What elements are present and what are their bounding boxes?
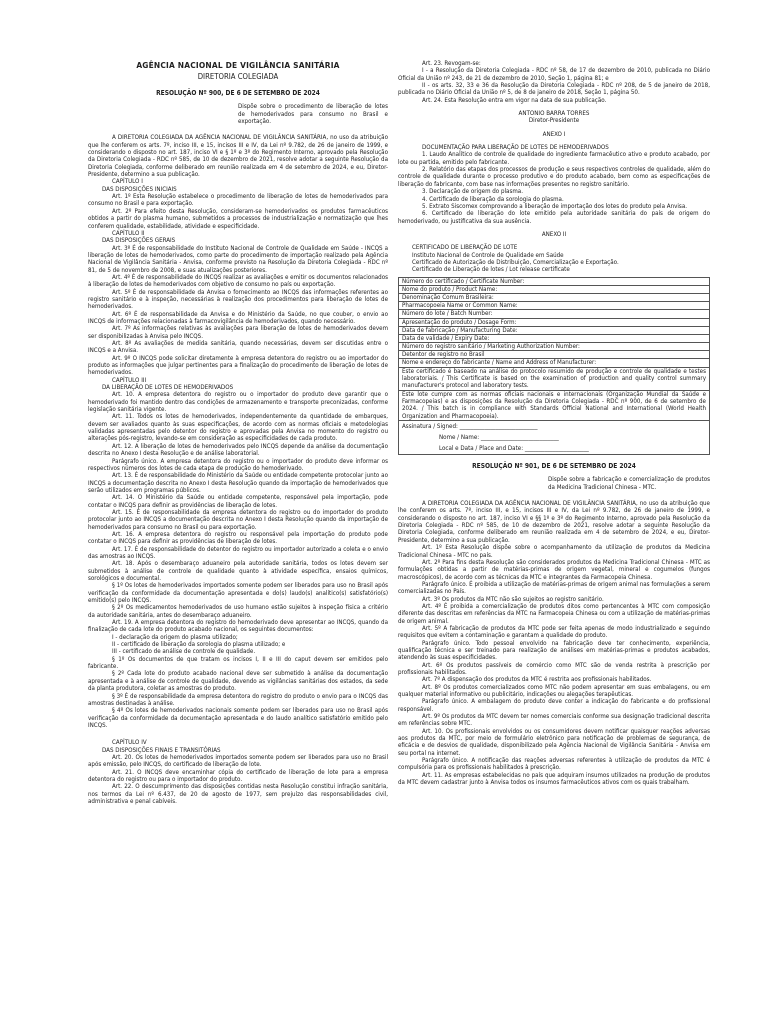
- article: Art. 20. Os lotes de hemoderivados importados somente podem ser liberados para uso no Brasil após emissão, pelo INCQS, do certificado de liberação de lote.: [88, 753, 388, 769]
- chapter-title: DA LIBERAÇÃO DE LOTES DE HEMODERIVADOS: [102, 384, 234, 392]
- annex-item: 3. Declaração de origem do plasma.: [422, 188, 523, 196]
- paragraph: Parágrafo único. A notificação das reações adversas referentes à utilização de produtos da MTC é compulsória para os profissionais habilitados à prescrição.: [398, 757, 710, 772]
- article: Art. 6º É de responsabilidade da Anvisa e do Ministério da Saúde, no que couber, o envio ao INCQS de informações relacionadas à farmacovigilância de hemoderivados, quando necessário.: [88, 310, 388, 325]
- certificate-field: Data de validade / Expiry Date:: [399, 335, 709, 343]
- paragraph: § 1º Os documentos de que tratam os incisos I, II e III do caput devem ser emitidos pelo fabricante.: [88, 655, 388, 671]
- article: Art. 24. Esta Resolução entra em vigor na data de sua publicação.: [422, 96, 607, 104]
- certificate-field: Nome do produto / Product Name:: [399, 286, 709, 294]
- article: Art. 16. A empresa detentora do registro ou responsável pela importação do produto pode contatar o INCQS para definir as providências de liberação de lotes.: [88, 530, 388, 546]
- article: Art. 9º O INCQS pode solicitar diretamente à empresa detentora do registro ou ao importador do produto as informações que julgar pertinentes para a finalização do procedimento de liberação de lotes de hemoderivados.: [88, 354, 388, 377]
- certificate-signature-line: Assinatura / Signed: ____________________________: [402, 423, 538, 431]
- paragraph: § 2º Cada lote do produto acabado nacional deve ser submetido à análise da documentação apresentada e à análise de controle de qualidade, devendo as vigilâncias sanitárias dos estados, da sede da planta produtora, coletar as amostras do produto.: [88, 670, 388, 693]
- inciso: III - certificado de análise de controle de qualidade.: [112, 648, 256, 656]
- inciso: I - declaração da origem do plasma utilizado;: [112, 633, 238, 641]
- article: Art. 5º A fabricação de produtos da MTC pode ser feita apenas de modo industrializado e seguindo requisitos que evitem a contaminação e garantam a qualidade do produto.: [398, 624, 710, 640]
- board-title: DIRETORIA COLEGIADA: [197, 72, 279, 81]
- article: Art. 18. Após o desembaraço aduaneiro pela autoridade sanitária, todos os lotes devem ser submetidos à análise de controle de qualidade quanto à atividade específica, ensaios químicos, sorológicos e documental.: [88, 560, 388, 582]
- resolution-900-title: RESOLUÇÃO Nº 900, DE 6 DE SETEMBRO DE 2024: [156, 89, 320, 97]
- annex-2-heading: ANEXO II: [541, 230, 567, 238]
- paragraph: § 2º Os medicamentos hemoderivados de uso humano estão sujeitos à inspeção física a critério da autoridade sanitária, antes do desembaraço aduaneiro.: [88, 604, 388, 619]
- resolution-901-title: RESOLUÇÃO Nº 901, DE 6 DE SETEMBRO DE 2024: [472, 462, 636, 471]
- article: Art. 12. A liberação de lotes de hemoderivados pelo INCQS depende da análise da documentação descrita no Anexo I desta Resolução e de análise laboratorial.: [88, 442, 388, 458]
- certificate-basis-note: Este certificado é baseado na análise do protocolo resumido de produção e controle de qualidade e testes laboratoriais. / This Certificate is based on the examination of production and quality control summary manufacturer's protocol and laboratory tests.: [399, 368, 709, 391]
- certificate-place-date-line: Local e Data / Place and Date: _______________________: [439, 445, 589, 453]
- article: Art. 1º Esta Resolução dispõe sobre o acompanhamento da utilização de produtos da Medicina Tradicional Chinesa - MTC no país.: [398, 544, 710, 559]
- certificate-field: Número do lote / Batch Number:: [399, 310, 709, 318]
- chapter-title: DAS DISPOSIÇÕES FINAIS E TRANSITÓRIAS: [102, 746, 221, 754]
- paragraph: Parágrafo único. É proibida a utilização de matérias-primas de origem animal nas formulações a serem comercializadas no País.: [398, 580, 710, 596]
- article: Art. 7º As informações relativas às avaliações para liberação de lotes de hemoderivados devem ser disponibilizadas à Anvisa pelo INCQS.: [88, 325, 388, 340]
- article: Art. 21. O INCQS deve encaminhar cópia do certificado de liberação de lote para a empresa detentora do registro ou para o importador do produto.: [88, 768, 388, 783]
- certificate-field: Detentor de registro no Brasil: [399, 351, 709, 359]
- inciso: II - os arts. 32, 33 e 36 da Resolução da Diretoria Colegiada - RDC nº 208, de 5 de janeiro de 2018, publicada no Diário Oficial da União nº 5, de 8 de janeiro de 2018, Seção 1, página 50.: [398, 82, 710, 97]
- certificate-field: Número do certificado / Certificate Number:: [399, 278, 709, 286]
- right-column: [398, 60, 710, 787]
- preamble: A DIRETORIA COLEGIADA DA AGÊNCIA NACIONAL DE VIGILÂNCIA SANITÁRIA, no uso da atribuição que lhe conferem os arts. 7º, inciso III, e 15, incisos III e IV, da Lei nº 9.782, de 26 de janeiro de 1999, e considerando o disposto no art. 187, inciso VI e §§ 1º e 3º do Regimento Interno, aprovado pela Resolução da Diretoria Colegiada - RDC nº 585, de 10 de dezembro de 2021, resolve adotar a seguinte Resolução da Diretoria Colegiada, conforme deliberado em reunião realizada em 4 de setembro de 2024, e eu, Diretor-Presidente, determino a sua publicação.: [398, 500, 710, 544]
- chapter-heading: CAPÍTULO I: [112, 178, 143, 186]
- article: Art. 5º É de responsabilidade da Anvisa o fornecimento ao INCQS das informações referentes ao registro sanitário e à inspeção, necessárias à realização dos procedimentos para liberação de lotes de hemoderivados.: [88, 288, 388, 311]
- article: Art. 6º Os produtos passíveis de comércio como MTC são de venda restrita à prescrição por profissionais habilitados.: [398, 661, 710, 676]
- certificate-compliance-note: Este lote cumpre com as normas oficiais nacionais e internacionais (Organização Mundial da Saúde e Farmacopeias) e as disposições da Resolução da Diretoria Colegiada - RDC nº 900, de 6 de setembro de 2024. / This batch is in compliance with Standards Official National and International (World Health Organization and Pharmacopoeia).: [399, 391, 709, 421]
- article: Art. 22. O descumprimento das disposições contidas nesta Resolução constitui infração sanitária, nos termos da Lei nº 6.437, de 20 de agosto de 1977, sem prejuízo das responsabilidades civil, administrativa e penal cabíveis.: [88, 783, 388, 805]
- paragraph: Parágrafo único. A embalagem do produto deve conter a indicação do fabricante e do profissional responsável.: [398, 698, 710, 713]
- chapter-title: DAS DISPOSIÇÕES INICIAIS: [102, 185, 177, 193]
- article: Art. 2º Para efeito desta Resolução, consideram-se hemoderivados os produtos farmacêuticos obtidos a partir do plasma humano, submetidos a processos de industrialização e normatização que lhes conferem qualidade, estabilidade, atividade e especificidade.: [88, 207, 388, 230]
- resolution-901-summary: Dispõe sobre a fabricação e comercialização de produtos da Medicina Tradicional Chinesa - MTC.: [548, 476, 710, 491]
- certificate-field: Pharmacopoeia Name or Common Name:: [399, 302, 709, 310]
- article: Art. 7º A dispensação dos produtos da MTC é restrita aos profissionais habilitados.: [422, 676, 652, 684]
- paragraph: Parágrafo único. Todo pessoal envolvido na fabricação deve ter conhecimento, experiência, qualificação técnica e ser treinado para realização de análises em matérias-primas e produtos acabados, atendendo às suas especificidades.: [398, 639, 710, 662]
- article: Art. 23. Revogam-se:: [422, 60, 481, 67]
- annex-1-title: DOCUMENTAÇÃO PARA LIBERAÇÃO DE LOTES DE HEMODERIVADOS: [422, 144, 609, 152]
- article: Art. 9º Os produtos da MTC devem ter nomes comerciais conforme sua designação tradicional descrita em referências sobre MTC.: [398, 713, 710, 728]
- certificate-form: [398, 277, 710, 455]
- article: Art. 13. É de responsabilidade do Ministério da Saúde ou entidade competente protocolar junto ao INCQS a documentação descrita no Anexo I desta Resolução quando da importação de hemoderivados que serão utilizados em programas públicos.: [88, 472, 388, 494]
- agency-title: AGÊNCIA NACIONAL DE VIGILÂNCIA SANITÁRIA: [136, 60, 340, 70]
- article: Art. 10. Os profissionais envolvidos ou os consumidores devem notificar quaisquer reações adversas aos produtos da MTC, por meio de formulário eletrônico para notificação de problemas de segurança, de eficácia e de desvios de qualidade, disponibilizado pela Agência Nacional de Vigilância Sanitária - Anvisa em seu portal na internet.: [398, 727, 710, 757]
- chapter-heading: CAPÍTULO IV: [112, 739, 147, 747]
- resolution-900-summary: Dispõe sobre o procedimento de liberação de lotes de hemoderivados para consumo no Brasil e exportação.: [238, 103, 388, 126]
- article: Art. 11. As empresas estabelecidas no país que adquiram insumos utilizados na produção de produtos da MTC devem cadastrar junto à Anvisa todos os insumos farmacêuticos ativos com os quais trabalham.: [398, 771, 710, 787]
- article: Art. 8º As avaliações de medida sanitária, quando necessárias, devem ser discutidas entre o INCQS e a Anvisa.: [88, 340, 388, 355]
- signer-name: ANTONIO BARRA TORRES: [518, 110, 590, 118]
- chapter-heading: CAPÍTULO II: [112, 229, 145, 237]
- certificate-subtitle: Certificado de Liberação de lotes / Lot release certificate: [412, 266, 570, 274]
- left-column: [88, 60, 388, 805]
- article: Art. 15. É de responsabilidade da empresa detentora do registro ou do importador do produto protocolar junto ao INCQS a documentação descrita no Anexo I desta Resolução quando da importação de hemoderivados para consumo no Brasil ou para exportação.: [88, 508, 388, 531]
- certificate-field: Número do registro sanitário / Marketing Authorization Number:: [399, 343, 709, 351]
- annex-item: 2. Relatório das etapas dos processos de produção e seus respectivos controles de qualidade, além do controle de qualidade durante o processo produtivo e do produto acabado, bem como as especificações de liberação do fabricante, com base nas informações presentes no registro sanitário.: [398, 166, 710, 188]
- annex-1-heading: ANEXO I: [542, 130, 566, 138]
- certificate-field: Data de fabricação / Manufacturing Date:: [399, 327, 709, 335]
- paragraph: § 4º Os lotes de hemoderivados nacionais somente podem ser liberados para uso no Brasil após verificação da conformidade da documentação apresentada e do laudo analítico satisfatório emitido pelo INCQS.: [88, 707, 388, 729]
- article: Art. 8º Os produtos comercializados como MTC não podem apresentar em suas embalagens, ou em qualquer material informativo ou publicitário, indicações ou alegações terapêuticas.: [398, 683, 710, 699]
- certificate-field: Apresentação do produto / Dosage Form:: [399, 319, 709, 327]
- annex-item: 4. Certificado de liberação da sorologia do plasma.: [422, 195, 564, 203]
- chapter-heading: CAPÍTULO III: [112, 376, 147, 384]
- article: Art. 14. O Ministério da Saúde ou entidade competente, responsável pela importação, pode contatar o INCQS para definir as providências de liberação de lotes.: [88, 494, 388, 509]
- certificate-institute: Instituto Nacional de Controle de Qualidade em Saúde: [412, 251, 564, 259]
- annex-item: 1. Laudo Analítico de controle de qualidade do ingrediente farmacêutico ativo e produto acabado, por lote ou partida, emitido pelo fabricante.: [398, 151, 710, 166]
- chapter-title: DAS DISPOSIÇÕES GERAIS: [102, 237, 176, 245]
- inciso: I - a Resolução da Diretoria Colegiada - RDC nº 58, de 17 de dezembro de 2010, publicada no Diário Oficial da União nº 243, de 21 de dezembro de 2010, Seção 1, página 81; e: [398, 67, 710, 82]
- paragraph: § 1º Os lotes de hemoderivados importados somente podem ser liberados para uso no Brasil após verificação da conformidade da documentação apresentada e do(s) laudo(s) analítico(s) satisfatório(s) emitido(s) pelo INCQS.: [88, 582, 388, 605]
- article: Art. 4º É de responsabilidade do INCQS realizar as avaliações e emitir os documentos relacionados à liberação de lotes de hemoderivados com objetivo de consumo no país ou exportação.: [88, 273, 388, 289]
- article: Art. 19. A empresa detentora do registro do hemoderivado deve apresentar ao INCQS, quando da finalização de cada lote do produto acabado nacional, os seguintes documentos:: [88, 619, 388, 634]
- signer-role: Diretor-Presidente: [528, 117, 580, 125]
- article: Art. 3º Os produtos da MTC não são sujeitos ao registro sanitário.: [422, 595, 604, 603]
- article: Art. 1º Esta Resolução estabelece o procedimento de liberação de lotes de hemoderivados para consumo no Brasil e para exportação.: [88, 193, 388, 208]
- certificate-field: Nome e endereço do fabricante / Name and Address of Manufacturer:: [399, 359, 709, 367]
- annex-item: 6. Certificado de liberação do lote emitido pela autoridade sanitária do país de origem do hemoderivado, ou justificativa da sua ausência.: [398, 210, 710, 225]
- inciso: II - certificado de liberação da sorologia do plasma utilizado; e: [112, 641, 286, 649]
- article: Art. 10. A empresa detentora do registro ou o importador do produto deve garantir que o hemoderivado foi mantido dentro das condições de armazenamento e transporte preconizadas, conforme legislação sanitária vigente.: [88, 391, 388, 414]
- paragraph: § 3º É de responsabilidade da empresa detentora do registro do produto o envio para o INCQS das amostras destinadas à análise.: [88, 692, 388, 707]
- certificate-title: CERTIFICADO DE LIBERAÇÃO DE LOTE: [412, 244, 518, 252]
- certificate-subtitle: Certificado de Autorização de Distribuição, Comercialização e Exportação.: [412, 258, 619, 266]
- annex-item: 5. Extrato Siscomex comprovando a liberação de importação dos lotes do produto pela Anvisa.: [422, 202, 688, 210]
- certificate-name-line: Nome / Name: ____________________________: [439, 434, 559, 442]
- article: Art. 17. É de responsabilidade do detentor do registro ou importador autorizado a coleta e o envio das amostras ao INCQS.: [88, 545, 388, 560]
- article: Art. 2º Para fins desta Resolução são considerados produtos da Medicina Tradicional Chinesa - MTC as formulações obtidas a partir de matérias-primas de origem vegetal, mineral e cogumelos (fungos macroscópicos), de acordo com as técnicas da MTC e integrantes da Farmacopeia Chinesa.: [398, 558, 710, 581]
- paragraph: Parágrafo único. A empresa detentora do registro ou o importador do produto deve informar os respectivos números dos lotes de cada etapa de produção do hemoderivado.: [88, 457, 388, 472]
- certificate-field: Denominação Comum Brasileira:: [399, 294, 709, 302]
- article: Art. 3º É de responsabilidade do Instituto Nacional de Controle de Qualidade em Saúde - INCQS a liberação de lotes de hemoderivados, como parte do procedimento de importação realizado pela Agência Nacional de Vigilância Sanitária - Anvisa, conforme previsto na Resolução da Diretoria Colegiada - RDC nº 81, de 5 de novembro de 2008, e suas atualizações posteriores.: [88, 244, 388, 274]
- article: Art. 11. Todos os lotes de hemoderivados, independentemente da quantidade de embarques, devem ser avaliados quanto às suas especificações, de acordo com as normas oficiais e metodologias validadas apresentadas pelo detentor do registro e aprovadas pela Anvisa no momento do registro ou alterações pós-registro, levando-se em consideração as especificidades de cada produto.: [88, 413, 388, 443]
- preamble: A DIRETORIA COLEGIADA DA AGÊNCIA NACIONAL DE VIGILÂNCIA SANITÁRIA, no uso da atribuição que lhe conferem os arts. 7º, inciso III, e 15, incisos III e IV, da Lei nº 9.782, de 26 de janeiro de 1999, e considerando o disposto no art. 187, inciso VI e § 1º e 3º do Regimento Interno, aprovado pela Resolução da Diretoria Colegiada - RDC nº 585, de 10 de dezembro de 2021, resolve adotar a seguinte Resolução da Diretoria Colegiada, conforme deliberado em reunião realizada em 4 de setembro de 2024, e eu, Diretor-Presidente, determino a sua publicação.: [88, 134, 388, 179]
- article: Art. 4º É proibida a comercialização de produtos ditos como pertencentes à MTC com composição diferente das descritas em referências da MTC na Farmacopeia Chinesa ou com a utilização de matérias-primas de origem animal.: [398, 602, 710, 625]
